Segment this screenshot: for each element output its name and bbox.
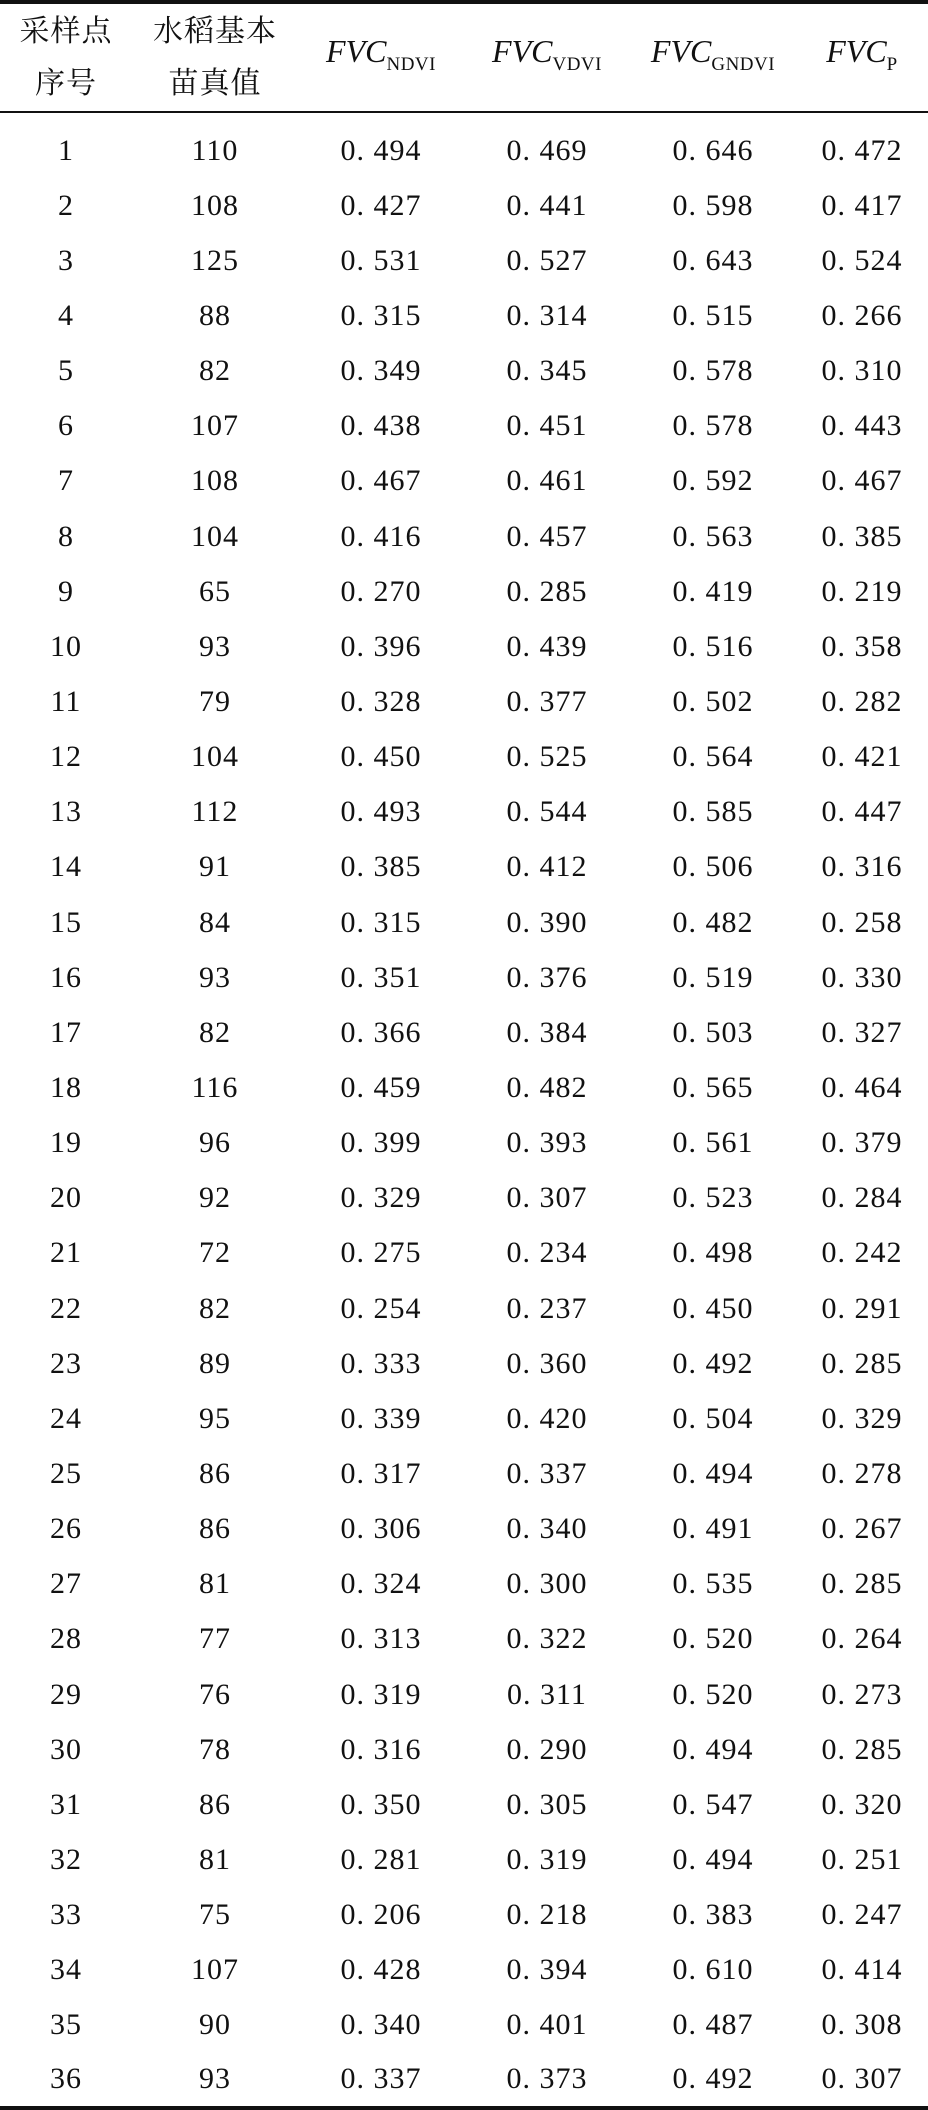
- cell-fvc-vdvi: 0. 300: [506, 1567, 588, 1601]
- cell-fvc-gndvi: 0. 610: [672, 1953, 754, 1987]
- cell-fvc-vdvi: 0. 311: [507, 1677, 587, 1711]
- table-row: [0, 233, 928, 288]
- table-row: [0, 1888, 928, 1943]
- cell-sample-index: 1: [58, 133, 74, 167]
- header-fvc-gndvi-main: FVC: [650, 32, 712, 69]
- table-row: [0, 123, 928, 178]
- cell-rice-seedling-true-value: 77: [199, 1622, 231, 1656]
- cell-rice-seedling-true-value: 110: [191, 133, 239, 167]
- cell-fvc-vdvi: 0. 384: [506, 1015, 588, 1049]
- cell-rice-seedling-true-value: 104: [191, 519, 239, 553]
- cell-fvc-vdvi: 0. 340: [506, 1512, 588, 1546]
- cell-fvc-p: 0. 258: [821, 905, 903, 939]
- cell-sample-index: 11: [50, 684, 82, 718]
- cell-rice-seedling-true-value: 76: [199, 1677, 231, 1711]
- cell-rice-seedling-true-value: 92: [199, 1181, 231, 1215]
- cell-fvc-gndvi: 0. 494: [672, 1456, 754, 1490]
- cell-rice-seedling-true-value: 88: [199, 298, 231, 332]
- cell-fvc-p: 0. 385: [821, 519, 903, 553]
- header-fvc-p-sub: P: [886, 53, 898, 75]
- cell-fvc-p: 0. 320: [821, 1787, 903, 1821]
- cell-fvc-vdvi: 0. 234: [506, 1236, 588, 1270]
- cell-fvc-vdvi: 0. 441: [506, 188, 588, 222]
- cell-fvc-p: 0. 308: [821, 2008, 903, 2042]
- table-row: [0, 1446, 928, 1501]
- table-row: [0, 2053, 928, 2108]
- cell-rice-seedling-true-value: 81: [199, 1842, 231, 1876]
- cell-fvc-vdvi: 0. 544: [506, 795, 588, 829]
- cell-fvc-p: 0. 524: [821, 243, 903, 277]
- cell-sample-index: 26: [50, 1512, 82, 1546]
- cell-sample-index: 25: [50, 1456, 82, 1490]
- cell-fvc-p: 0. 242: [821, 1236, 903, 1270]
- table-row: [0, 785, 928, 840]
- cell-fvc-ndvi: 0. 328: [340, 684, 422, 718]
- cell-rice-seedling-true-value: 116: [191, 1070, 239, 1104]
- cell-fvc-p: 0. 443: [821, 409, 903, 443]
- cell-fvc-ndvi: 0. 315: [340, 298, 422, 332]
- cell-fvc-ndvi: 0. 427: [340, 188, 422, 222]
- cell-fvc-ndvi: 0. 270: [340, 574, 422, 608]
- table-row: [0, 674, 928, 729]
- cell-rice-seedling-true-value: 91: [199, 850, 231, 884]
- cell-fvc-ndvi: 0. 349: [340, 354, 422, 388]
- cell-sample-index: 8: [58, 519, 74, 553]
- cell-fvc-gndvi: 0. 520: [672, 1677, 754, 1711]
- table-row: [0, 1060, 928, 1115]
- cell-sample-index: 16: [50, 960, 82, 994]
- cell-fvc-gndvi: 0. 598: [672, 188, 754, 222]
- cell-sample-index: 5: [58, 354, 74, 388]
- cell-fvc-ndvi: 0. 329: [340, 1181, 422, 1215]
- cell-fvc-ndvi: 0. 494: [340, 133, 422, 167]
- cell-sample-index: 4: [58, 298, 74, 332]
- table-row: [0, 1005, 928, 1060]
- cell-sample-index: 15: [50, 905, 82, 939]
- cell-fvc-ndvi: 0. 438: [340, 409, 422, 443]
- table-row: [0, 1281, 928, 1336]
- cell-fvc-p: 0. 278: [821, 1456, 903, 1490]
- cell-fvc-ndvi: 0. 351: [340, 960, 422, 994]
- cell-fvc-gndvi: 0. 520: [672, 1622, 754, 1656]
- cell-fvc-vdvi: 0. 322: [506, 1622, 588, 1656]
- header-sample-index-line1: 采样点: [19, 13, 113, 49]
- header-fvc-vdvi-main: FVC: [492, 32, 553, 69]
- table-row: [0, 1391, 928, 1446]
- header-fvc-gndvi: [630, 2, 796, 112]
- cell-fvc-gndvi: 0. 578: [672, 354, 754, 388]
- header-fvc-p-main: FVC: [826, 32, 887, 69]
- cell-fvc-gndvi: 0. 523: [672, 1181, 754, 1215]
- cell-rice-seedling-true-value: 108: [191, 188, 239, 222]
- cell-sample-index: 18: [50, 1070, 82, 1104]
- cell-fvc-vdvi: 0. 377: [506, 684, 588, 718]
- cell-fvc-ndvi: 0. 281: [340, 1842, 422, 1876]
- cell-sample-index: 33: [50, 1898, 82, 1932]
- cell-fvc-vdvi: 0. 393: [506, 1126, 588, 1160]
- cell-rice-seedling-true-value: 81: [199, 1567, 231, 1601]
- cell-fvc-vdvi: 0. 319: [506, 1842, 588, 1876]
- cell-rice-seedling-true-value: 107: [191, 409, 239, 443]
- table-row: [0, 344, 928, 399]
- cell-fvc-gndvi: 0. 563: [672, 519, 754, 553]
- cell-rice-seedling-true-value: 93: [199, 629, 231, 663]
- cell-sample-index: 20: [50, 1181, 82, 1215]
- table-row: [0, 1116, 928, 1171]
- cell-rice-seedling-true-value: 125: [191, 243, 239, 277]
- cell-fvc-gndvi: 0. 504: [672, 1401, 754, 1435]
- cell-sample-index: 31: [50, 1787, 82, 1821]
- cell-fvc-ndvi: 0. 333: [340, 1346, 422, 1380]
- table-row: [0, 178, 928, 233]
- cell-fvc-gndvi: 0. 492: [630, 2053, 796, 2108]
- cell-fvc-ndvi: 0. 316: [340, 1732, 422, 1766]
- cell-fvc-gndvi: 0. 646: [672, 133, 754, 167]
- cell-fvc-vdvi: 0. 285: [506, 574, 588, 608]
- cell-fvc-p: 0. 282: [821, 684, 903, 718]
- header-fvc-ndvi-sub: NDVI: [386, 53, 436, 75]
- cell-fvc-ndvi: 0. 366: [340, 1015, 422, 1049]
- cell-fvc-p: 0. 329: [821, 1401, 903, 1435]
- cell-fvc-p: 0. 316: [821, 850, 903, 884]
- cell-fvc-gndvi: 0. 561: [672, 1126, 754, 1160]
- cell-fvc-ndvi: 0. 254: [340, 1291, 422, 1325]
- cell-fvc-p: 0. 464: [821, 1070, 903, 1104]
- header-rice-seedling-line1: 水稻基本: [153, 13, 277, 49]
- header-row: [0, 2, 928, 112]
- cell-fvc-ndvi: 0. 275: [340, 1236, 422, 1270]
- cell-fvc-ndvi: 0. 467: [340, 464, 422, 498]
- cell-sample-index: 34: [50, 1953, 82, 1987]
- cell-fvc-gndvi: 0. 502: [672, 684, 754, 718]
- cell-rice-seedling-true-value: 78: [199, 1732, 231, 1766]
- cell-fvc-gndvi: 0. 503: [672, 1015, 754, 1049]
- cell-fvc-ndvi: 0. 396: [340, 629, 422, 663]
- cell-fvc-ndvi: 0. 416: [340, 519, 422, 553]
- table-row: [0, 730, 928, 785]
- cell-fvc-ndvi: 0. 319: [340, 1677, 422, 1711]
- cell-fvc-ndvi: 0. 324: [340, 1567, 422, 1601]
- cell-rice-seedling-true-value: 86: [199, 1512, 231, 1546]
- cell-fvc-gndvi: 0. 506: [672, 850, 754, 884]
- table-row: [0, 1226, 928, 1281]
- cell-fvc-ndvi: 0. 315: [340, 905, 422, 939]
- cell-sample-index: 12: [50, 740, 82, 774]
- cell-fvc-vdvi: 0. 420: [506, 1401, 588, 1435]
- table-row: [0, 564, 928, 619]
- cell-fvc-vdvi: 0. 345: [506, 354, 588, 388]
- cell-sample-index: 29: [50, 1677, 82, 1711]
- cell-fvc-ndvi: 0. 385: [340, 850, 422, 884]
- table-row: [0, 1832, 928, 1887]
- cell-fvc-vdvi: 0. 525: [506, 740, 588, 774]
- cell-fvc-gndvi: 0. 492: [672, 1346, 754, 1380]
- cell-fvc-ndvi: 0. 313: [340, 1622, 422, 1656]
- table-row: [0, 288, 928, 343]
- cell-fvc-ndvi: 0. 493: [340, 795, 422, 829]
- cell-fvc-gndvi: 0. 450: [672, 1291, 754, 1325]
- header-spacer: [0, 112, 928, 123]
- cell-fvc-p: 0. 285: [821, 1732, 903, 1766]
- cell-fvc-p: 0. 307: [796, 2053, 928, 2108]
- cell-rice-seedling-true-value: 82: [199, 1291, 231, 1325]
- cell-fvc-p: 0. 264: [821, 1622, 903, 1656]
- table-row: [0, 1557, 928, 1612]
- cell-sample-index: 13: [50, 795, 82, 829]
- header-fvc-gndvi-sub: GNDVI: [711, 53, 776, 75]
- cell-sample-index: 10: [50, 629, 82, 663]
- table-row: [0, 1998, 928, 2053]
- cell-fvc-p: 0. 472: [821, 133, 903, 167]
- header-fvc-ndvi: [298, 2, 464, 112]
- cell-fvc-gndvi: 0. 535: [672, 1567, 754, 1601]
- cell-sample-index: 14: [50, 850, 82, 884]
- cell-rice-seedling-true-value: 89: [199, 1346, 231, 1380]
- cell-fvc-p: 0. 330: [821, 960, 903, 994]
- header-fvc-p: [796, 2, 928, 112]
- cell-fvc-ndvi: 0. 428: [340, 1953, 422, 1987]
- table-row: [0, 840, 928, 895]
- cell-rice-seedling-true-value: 93: [132, 2053, 298, 2108]
- cell-fvc-gndvi: 0. 578: [672, 409, 754, 443]
- table-row: [0, 509, 928, 564]
- cell-fvc-vdvi: 0. 314: [506, 298, 588, 332]
- table-row: [0, 950, 928, 1005]
- cell-fvc-ndvi: 0. 337: [298, 2053, 464, 2108]
- cell-fvc-gndvi: 0. 515: [672, 298, 754, 332]
- table-row: [0, 895, 928, 950]
- cell-fvc-vdvi: 0. 376: [506, 960, 588, 994]
- table-row: [0, 1777, 928, 1832]
- table-row: [0, 1667, 928, 1722]
- cell-rice-seedling-true-value: 90: [199, 2008, 231, 2042]
- cell-fvc-ndvi: 0. 399: [340, 1126, 422, 1160]
- cell-rice-seedling-true-value: 104: [191, 740, 239, 774]
- cell-sample-index: 19: [50, 1126, 82, 1160]
- cell-fvc-gndvi: 0. 516: [672, 629, 754, 663]
- cell-fvc-vdvi: 0. 461: [506, 464, 588, 498]
- cell-sample-index: 22: [50, 1291, 82, 1325]
- cell-fvc-p: 0. 267: [821, 1512, 903, 1546]
- cell-sample-index: 30: [50, 1732, 82, 1766]
- cell-rice-seedling-true-value: 86: [199, 1787, 231, 1821]
- cell-fvc-vdvi: 0. 457: [506, 519, 588, 553]
- header-fvc-vdvi-sub: VDVI: [552, 53, 602, 75]
- cell-sample-index: 21: [50, 1236, 82, 1270]
- cell-fvc-gndvi: 0. 482: [672, 905, 754, 939]
- cell-fvc-ndvi: 0. 531: [340, 243, 422, 277]
- cell-rice-seedling-true-value: 84: [199, 905, 231, 939]
- header-fvc-vdvi: [464, 2, 630, 112]
- cell-rice-seedling-true-value: 112: [191, 795, 239, 829]
- cell-fvc-p: 0. 327: [821, 1015, 903, 1049]
- cell-fvc-vdvi: 0. 401: [506, 2008, 588, 2042]
- cell-fvc-ndvi: 0. 350: [340, 1787, 422, 1821]
- cell-rice-seedling-true-value: 82: [199, 1015, 231, 1049]
- cell-fvc-vdvi: 0. 412: [506, 850, 588, 884]
- cell-sample-index: 27: [50, 1567, 82, 1601]
- cell-fvc-p: 0. 284: [821, 1181, 903, 1215]
- cell-fvc-gndvi: 0. 419: [672, 574, 754, 608]
- cell-fvc-gndvi: 0. 643: [672, 243, 754, 277]
- table-row: [0, 454, 928, 509]
- cell-fvc-p: 0. 358: [821, 629, 903, 663]
- cell-fvc-vdvi: 0. 390: [506, 905, 588, 939]
- cell-rice-seedling-true-value: 72: [199, 1236, 231, 1270]
- cell-sample-index: 7: [58, 464, 74, 498]
- cell-fvc-vdvi: 0. 290: [506, 1732, 588, 1766]
- cell-sample-index: 23: [50, 1346, 82, 1380]
- cell-fvc-p: 0. 247: [821, 1898, 903, 1932]
- cell-fvc-p: 0. 467: [821, 464, 903, 498]
- header-rice-seedling-true-value: [132, 2, 298, 112]
- cell-fvc-vdvi: 0. 527: [506, 243, 588, 277]
- cell-fvc-gndvi: 0. 585: [672, 795, 754, 829]
- cell-fvc-gndvi: 0. 547: [672, 1787, 754, 1821]
- cell-fvc-gndvi: 0. 494: [672, 1732, 754, 1766]
- cell-rice-seedling-true-value: 107: [191, 1953, 239, 1987]
- cell-fvc-gndvi: 0. 592: [672, 464, 754, 498]
- table-row: [0, 1336, 928, 1391]
- cell-fvc-vdvi: 0. 482: [506, 1070, 588, 1104]
- cell-sample-index: 24: [50, 1401, 82, 1435]
- cell-fvc-ndvi: 0. 340: [340, 2008, 422, 2042]
- cell-fvc-vdvi: 0. 305: [506, 1787, 588, 1821]
- cell-fvc-p: 0. 219: [821, 574, 903, 608]
- table-row: [0, 619, 928, 674]
- table-row: [0, 1171, 928, 1226]
- cell-sample-index: 3: [58, 243, 74, 277]
- cell-fvc-ndvi: 0. 306: [340, 1512, 422, 1546]
- cell-fvc-vdvi: 0. 394: [506, 1953, 588, 1987]
- cell-fvc-p: 0. 421: [821, 740, 903, 774]
- cell-rice-seedling-true-value: 65: [199, 574, 231, 608]
- header-sample-index-line2: 序号: [35, 65, 97, 101]
- cell-fvc-p: 0. 310: [821, 354, 903, 388]
- cell-fvc-p: 0. 285: [821, 1346, 903, 1380]
- table-row: [0, 399, 928, 454]
- header-rice-seedling-line2: 苗真值: [168, 65, 262, 101]
- cell-sample-index: 2: [58, 188, 74, 222]
- cell-fvc-p: 0. 379: [821, 1126, 903, 1160]
- cell-rice-seedling-true-value: 79: [199, 684, 231, 718]
- cell-sample-index: 35: [50, 2008, 82, 2042]
- table-row: [0, 1502, 928, 1557]
- cell-sample-index: 6: [58, 409, 74, 443]
- cell-rice-seedling-true-value: 82: [199, 354, 231, 388]
- cell-fvc-p: 0. 251: [821, 1842, 903, 1876]
- table-row: [0, 1722, 928, 1777]
- cell-fvc-ndvi: 0. 206: [340, 1898, 422, 1932]
- cell-fvc-ndvi: 0. 459: [340, 1070, 422, 1104]
- cell-rice-seedling-true-value: 75: [199, 1898, 231, 1932]
- cell-rice-seedling-true-value: 86: [199, 1456, 231, 1490]
- cell-fvc-gndvi: 0. 487: [672, 2008, 754, 2042]
- cell-fvc-gndvi: 0. 519: [672, 960, 754, 994]
- cell-fvc-p: 0. 447: [821, 795, 903, 829]
- cell-fvc-vdvi: 0. 360: [506, 1346, 588, 1380]
- cell-rice-seedling-true-value: 95: [199, 1401, 231, 1435]
- header-sample-index: [0, 2, 132, 112]
- cell-fvc-gndvi: 0. 564: [672, 740, 754, 774]
- cell-sample-index: 32: [50, 1842, 82, 1876]
- cell-sample-index: 36: [0, 2053, 132, 2108]
- cell-fvc-vdvi: 0. 237: [506, 1291, 588, 1325]
- cell-fvc-ndvi: 0. 450: [340, 740, 422, 774]
- cell-fvc-p: 0. 291: [821, 1291, 903, 1325]
- cell-fvc-gndvi: 0. 498: [672, 1236, 754, 1270]
- cell-rice-seedling-true-value: 93: [199, 960, 231, 994]
- cell-fvc-p: 0. 414: [821, 1953, 903, 1987]
- cell-fvc-gndvi: 0. 494: [672, 1842, 754, 1876]
- cell-fvc-vdvi: 0. 218: [506, 1898, 588, 1932]
- cell-fvc-p: 0. 417: [821, 188, 903, 222]
- cell-sample-index: 17: [50, 1015, 82, 1049]
- cell-fvc-gndvi: 0. 565: [672, 1070, 754, 1104]
- cell-fvc-ndvi: 0. 317: [340, 1456, 422, 1490]
- cell-rice-seedling-true-value: 96: [199, 1126, 231, 1160]
- table-body: [0, 112, 928, 2108]
- cell-fvc-vdvi: 0. 373: [464, 2053, 630, 2108]
- table-header: [0, 2, 928, 112]
- header-fvc-ndvi-main: FVC: [326, 32, 387, 69]
- table-row: [0, 1943, 928, 1998]
- cell-fvc-p: 0. 266: [821, 298, 903, 332]
- cell-fvc-p: 0. 273: [821, 1677, 903, 1711]
- cell-fvc-vdvi: 0. 469: [506, 133, 588, 167]
- cell-fvc-gndvi: 0. 383: [672, 1898, 754, 1932]
- cell-sample-index: 28: [50, 1622, 82, 1656]
- cell-fvc-vdvi: 0. 307: [506, 1181, 588, 1215]
- cell-sample-index: 9: [58, 574, 74, 608]
- cell-fvc-vdvi: 0. 337: [506, 1456, 588, 1490]
- cell-fvc-vdvi: 0. 451: [506, 409, 588, 443]
- cell-fvc-gndvi: 0. 491: [672, 1512, 754, 1546]
- cell-fvc-p: 0. 285: [821, 1567, 903, 1601]
- cell-rice-seedling-true-value: 108: [191, 464, 239, 498]
- cell-fvc-ndvi: 0. 339: [340, 1401, 422, 1435]
- table-row: [0, 1612, 928, 1667]
- cell-fvc-vdvi: 0. 439: [506, 629, 588, 663]
